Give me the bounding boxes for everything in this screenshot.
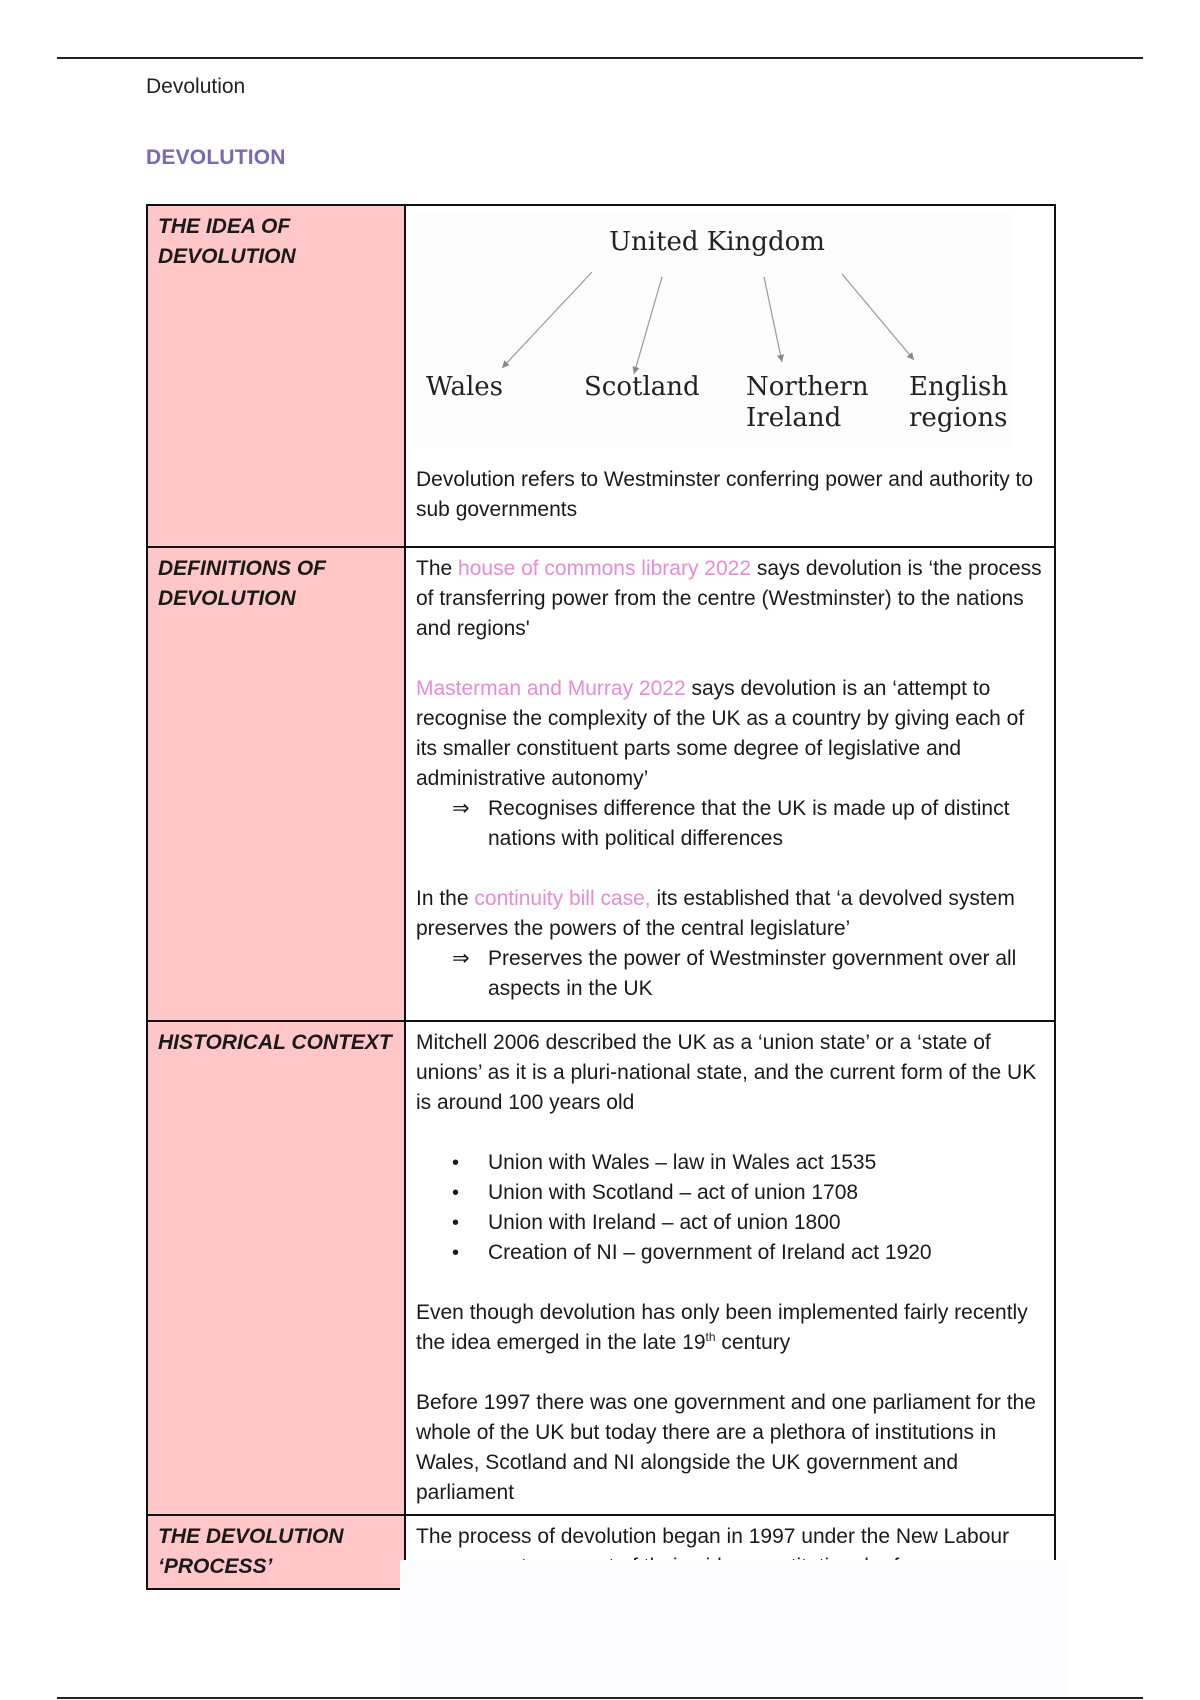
table-row xyxy=(147,205,1055,547)
blank-area xyxy=(400,1560,1068,1696)
arrow-icon: ⇒ xyxy=(452,947,470,970)
arrow-point: ⇒ Recognises difference that the UK is made up of distinct nations with political differences xyxy=(416,794,1044,854)
diagram-node-ni-line1: Northern xyxy=(746,372,869,402)
bottom-rule xyxy=(57,1697,1143,1699)
row-label: DEFINITIONS OF DEVOLUTION xyxy=(147,547,405,1021)
history-paragraph: Mitchell 2006 described the UK as a ‘union state’ or a ‘state of unions’ as it is a pluri-national state, and the current form of the UK is around 100 years old xyxy=(416,1031,1037,1114)
diagram-arrow xyxy=(502,272,592,368)
citation: house of commons library 2022 xyxy=(458,557,752,580)
row-content: The process of devolution began in 1997 under the New Labour xyxy=(405,1515,1055,1589)
row-content xyxy=(405,205,1055,547)
bullet-icon: • xyxy=(452,1182,460,1204)
citation: Masterman and Murray 2022 xyxy=(416,677,686,700)
row-label: THE IDEA OF DEVOLUTION xyxy=(147,205,405,547)
diagram-root: United Kingdom xyxy=(609,227,825,257)
bullet-icon: • xyxy=(452,1212,460,1234)
table-row xyxy=(147,547,1055,1021)
definition-paragraph: In the continuity bill case, its established that ‘a devolved system preserves the powers of the central legislature’ xyxy=(416,887,1015,940)
bullet-icon: • xyxy=(452,1152,460,1174)
history-paragraph: Even though devolution has only been implemented fairly recently the idea emerged in the late 19th century xyxy=(416,1301,1028,1354)
list-item: • Union with Ireland – act of union 1800 xyxy=(452,1208,1044,1238)
diagram-arrow xyxy=(842,274,914,360)
list-item: • Creation of NI – government of Ireland act 1920 xyxy=(452,1238,1044,1268)
diagram-node-english-line1: English xyxy=(909,372,1009,402)
page-title: DEVOLUTION xyxy=(146,146,286,169)
diagram-node-wales: Wales xyxy=(426,372,504,402)
top-rule xyxy=(57,57,1143,59)
diagram-node-english-line2: regions xyxy=(909,403,1008,433)
row-content xyxy=(405,547,1055,1021)
list-item: • Union with Scotland – act of union 1708 xyxy=(452,1178,1044,1208)
row-label: HISTORICAL CONTEXT xyxy=(147,1021,405,1515)
running-header: Devolution xyxy=(146,75,246,98)
citation: continuity bill case, xyxy=(474,887,651,910)
diagram-arrow xyxy=(764,277,782,362)
definition-paragraph: Masterman and Murray 2022 says devolution is an ‘attempt to recognise the complexity of the UK as a country by giving each of its smaller constituent parts some degree of legislative and administrative autonomy’ xyxy=(416,677,1025,790)
devolution-diagram xyxy=(412,212,1012,448)
history-paragraph: Before 1997 there was one government and one parliament for the whole of the UK but today there are a plethora of institutions in Wales, Scotland and NI alongside the UK government and parliament xyxy=(416,1391,1036,1504)
row-label: THE DEVOLUTION ‘PROCESS’ xyxy=(147,1515,405,1589)
union-list xyxy=(416,1148,1044,1268)
row-content xyxy=(405,1021,1055,1515)
notes-table xyxy=(146,204,1056,1590)
arrow-icon: ⇒ xyxy=(452,797,470,820)
idea-text: Devolution refers to Westminster conferring power and authority to sub governments xyxy=(416,468,1034,521)
diagram-node-ni-line2: Ireland xyxy=(746,403,842,433)
table-row xyxy=(147,1021,1055,1515)
list-item: • Union with Wales – law in Wales act 1535 xyxy=(452,1148,1044,1178)
arrow-point: ⇒ Preserves the power of Westminster government over all aspects in the UK xyxy=(416,944,1044,1004)
diagram-arrow xyxy=(634,277,662,374)
definition-paragraph: The house of commons library 2022 says devolution is ‘the process of transferring power from the centre (Westminster) to the nations and regions' xyxy=(416,557,1042,640)
bullet-icon: • xyxy=(452,1242,460,1264)
diagram-node-scotland: Scotland xyxy=(584,372,700,402)
